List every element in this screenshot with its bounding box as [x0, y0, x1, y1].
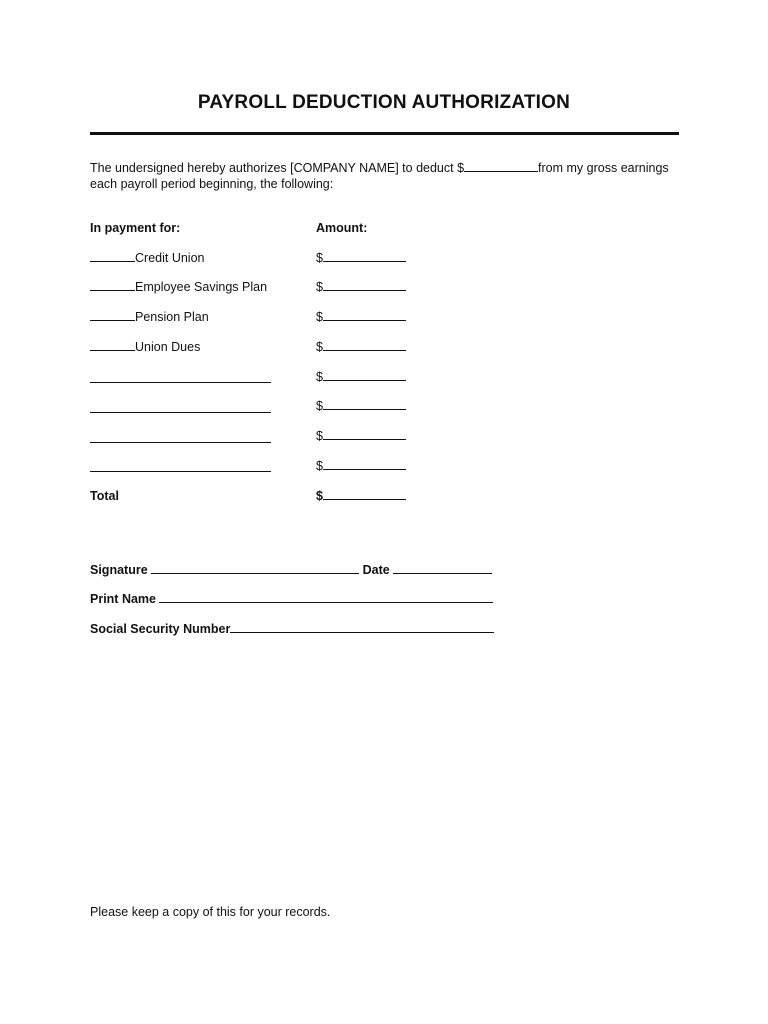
amount-row-pension-plan	[316, 308, 406, 326]
print-name-row	[90, 590, 493, 608]
ssn-row	[90, 620, 494, 638]
custom-item-blank[interactable]	[90, 471, 271, 472]
amount-row-custom-2	[316, 397, 406, 415]
custom-item-blank[interactable]	[90, 382, 271, 383]
item-check-blank[interactable]	[90, 339, 135, 351]
amount-row-custom-4	[316, 457, 406, 475]
amount-row-employee-savings	[316, 278, 406, 296]
item-check-blank[interactable]	[90, 279, 135, 291]
currency-symbol: $	[316, 340, 323, 354]
print-name-label: Print Name	[90, 592, 156, 606]
amount-blank[interactable]	[323, 339, 406, 351]
date-label: Date	[362, 563, 390, 577]
currency-symbol: $	[316, 429, 323, 443]
item-row-credit-union	[90, 249, 204, 267]
signature-label: Signature	[90, 563, 148, 577]
total-amount-blank[interactable]	[323, 488, 406, 500]
item-label: Pension Plan	[135, 310, 209, 324]
amount-blank[interactable]	[323, 398, 406, 410]
item-check-blank[interactable]	[90, 309, 135, 321]
total-amount-row	[316, 487, 406, 505]
item-label: Union Dues	[135, 340, 201, 354]
ssn-label: Social Security Number	[90, 622, 231, 636]
amount-row-union-dues	[316, 338, 406, 356]
currency-symbol: $	[316, 310, 323, 324]
item-label: Credit Union	[135, 251, 205, 265]
signature-field[interactable]	[151, 562, 359, 574]
item-row-union-dues	[90, 338, 200, 356]
document-title: PAYROLL DEDUCTION AUTHORIZATION	[197, 92, 571, 113]
currency-symbol: $	[316, 489, 323, 503]
title-divider	[90, 132, 679, 135]
intro-paragraph	[90, 160, 690, 192]
item-check-blank[interactable]	[90, 250, 135, 262]
total-label: Total	[90, 489, 119, 503]
intro-text-line2: each payroll period beginning, the following:	[90, 177, 334, 191]
signature-row	[90, 561, 492, 579]
amount-header: Amount:	[316, 221, 368, 235]
custom-item-blank[interactable]	[90, 412, 271, 413]
footer-note: Please keep a copy of this for your records.	[90, 905, 331, 919]
intro-text-part1: The undersigned hereby authorizes [COMPANY NAME] to deduct $	[90, 161, 465, 175]
amount-blank[interactable]	[323, 250, 406, 262]
print-name-field[interactable]	[159, 591, 493, 603]
amount-row-credit-union	[316, 249, 406, 267]
item-row-pension-plan	[90, 308, 209, 326]
currency-symbol: $	[316, 280, 323, 294]
amount-blank[interactable]	[323, 369, 406, 381]
date-field[interactable]	[393, 562, 492, 574]
amount-blank[interactable]	[323, 279, 406, 291]
amount-row-custom-1	[316, 368, 406, 386]
intro-text-part2: from my gross earnings	[538, 161, 669, 175]
ssn-field[interactable]	[230, 621, 494, 633]
item-label: Employee Savings Plan	[135, 280, 268, 294]
currency-symbol: $	[316, 370, 323, 384]
deduct-amount-blank[interactable]	[464, 160, 538, 172]
amount-blank[interactable]	[323, 428, 406, 440]
amount-row-custom-3	[316, 427, 406, 445]
payment-for-header: In payment for:	[90, 221, 181, 235]
item-row-employee-savings	[90, 278, 267, 296]
currency-symbol: $	[316, 251, 323, 265]
currency-symbol: $	[316, 399, 323, 413]
amount-blank[interactable]	[323, 458, 406, 470]
amount-blank[interactable]	[323, 309, 406, 321]
currency-symbol: $	[316, 459, 323, 473]
custom-item-blank[interactable]	[90, 442, 271, 443]
